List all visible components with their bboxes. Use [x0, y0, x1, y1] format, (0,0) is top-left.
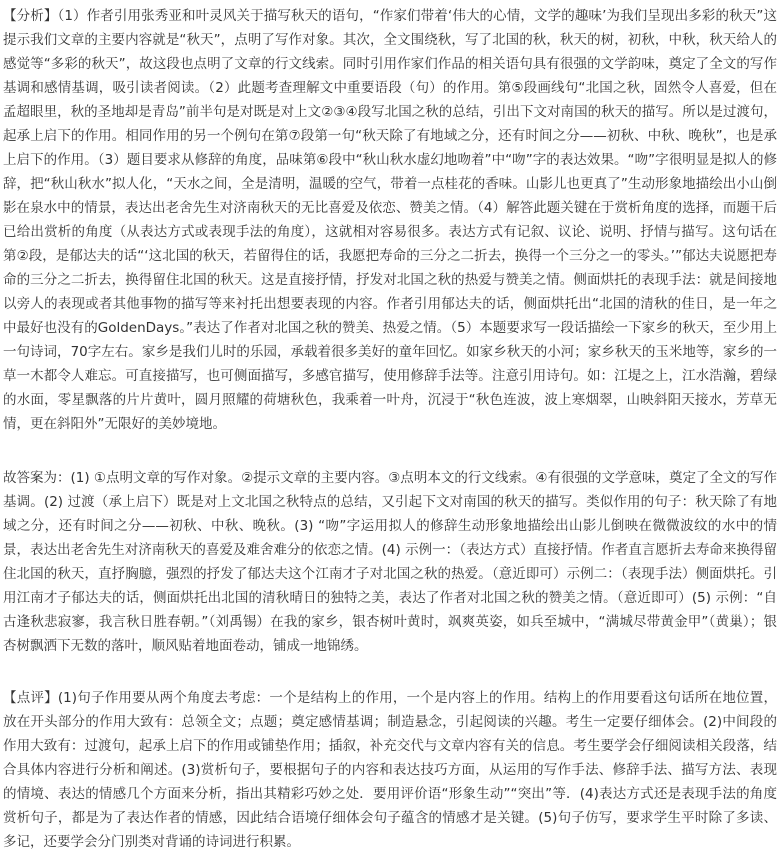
- answer-paragraph: 故答案为：(1) ①点明文章的写作对象。②提示文章的主要内容。③点明本文的行文线索。④有很强的文学意味，奠定了全文的写作基调。(2) 过渡（承上启下）既是对上文北国之秋特点的总结，又引起下文对南国的秋天的描写。类似作用的句子：秋天除了有地域之分，还有时间之分——初秋、中秋、晚秋。(3) “吻”字运用拟人的修辞生动形象地描绘出山影儿倒映在微微波纹的水中的情景，表达出老舍先生对济南秋天的喜爱及难舍难分的依恋之情。(4) 示例一：（表达方式）直接抒情。作者直言愿折去寿命来换得留住北国的秋天，直抒胸臆，强烈的抒发了郁达夫这个江南才子对北国之秋的热爱。（意近即可）示例二：（表现手法）侧面烘托。引用江南才子郁达夫的话，侧面烘托出北国的清秋晴日的独特之美，表达了作者对北国之秋的赞美之情。（意近即可）(5) 示例：“自古逢秋悲寂寥，我言秋日胜春朝。”（刘禹锡）在我的家乡，银杏树叶黄时，飒爽英姿，如兵至城中，“满城尽带黄金甲”（黄巢）；银杏树飘洒下无数的落叶，顺风贴着地面卷动，铺成一地锦绣。: [3, 470, 778, 654]
- comment-paragraph: 【点评】(1)句子作用要从两个角度去考虑：一个是结构上的作用，一个是内容上的作用。结构上的作用要看这句话所在地位置，放在开头部分的作用大致有：总领全文；点题；奠定感情基调；制造悬念，引起阅读的兴趣。考生一定要仔细体会。(2)中间段的作用大致有：过渡句，起承上启下的作用或铺垫作用；插叙，补充交代与文章内容有关的信息。考生要学会仔细阅读相关段落，结合具体内容进行分析和阐述。(3)赏析句子，要根据句子的内容和表达技巧方面，从运用的写作手法、修辞手法、描写方法、表现的情境、表达的情感几个方面来分析，指出其精彩巧妙之处．要用评价语“形象生动”“突出”等．(4)表达方式还是表现手法的角度赏析句子，都是为了表达作者的情感，因此结合语境仔细体会句子蕴含的情感才是关键。(5)句子仿写，要求学生平时除了多读、多记，还要学会分门别类对背诵的诗词进行积累。: [3, 690, 777, 850]
- analysis-paragraph: 【分析】（1）作者引用张秀亚和叶灵风关于描写秋天的语句，“作家们带着‘伟大的心情，文学的趣味’为我们呈现出多彩的秋天”这提示我们文章的主要内容就是“秋天”，点明了写作对象。其次，全文围绕秋，写了北国的秋，秋天的树，初秋，中秋，秋天给人的感觉等“多彩的秋天”，故这段也点明了文章的行文线索。同时引用作家们作品的相关语句具有很强的文学韵味，奠定了全文的写作基调和感情基调，吸引读者阅读。（2）此题考查理解文中重要语段（句）的作用。第⑤段画线句“北国之秋，固然令人喜爱，但在孟超眼里，秋的圣地却是青岛”前半句是对既是对上文②③④段写北国之秋的总结，引出下文对南国的秋天的描写。所以是过渡句，起承上启下的作用。相同作用的另一个例句在第⑦段第一句“秋天除了有地域之分，还有时间之分——初秋、中秋、晚秋”，也是承上启下的作用。（3）题目要求从修辞的角度，品味第⑥段中“秋山秋水虚幻地吻着”中“吻”字的表达效果。“吻”字很明显是拟人的修辞，把“秋山秋水”拟人化，“天水之间，全是清明，温暖的空气，带着一点桂花的香味。山影儿也更真了”生动形象地描绘出小山倒影在泉水中的情景，表达出老舍先生对济南秋天的无比喜爱及依恋、赞美之情。（4）解答此题关键在于赏析角度的选择，而题干后已给出赏析的角度（从表达方式或表现手法的角度），这就相对容易很多。表达方式有记叙、议论、说明、抒情与描写。这句话在第②段，是郁达夫的话“‘这北国的秋天，若留得住的话，我愿把寿命的三分之二折去，换得一个三分之一的零头。’”郁达夫说愿把寿命的三分之二折去，换得留住北国的秋天。这是直接抒情，抒发对北国之秋的热爱与赞美之情。侧面烘托的表现手法：就是间接地以旁人的表现或者其他事物的描写等来衬托出想要表现的内容。作者引用郁达夫的话，侧面烘托出“北国的清秋的佳日，是一年之中最好也没有的GoldenDays。”表达了作者对北国之秋的赞美、热爱之情。（5）本题要求写一段话描绘一下家乡的秋天，至少用上一句诗词，70字左右。家乡是我们儿时的乐园，承载着很多美好的童年回忆。如家乡秋天的小河；家乡秋天的玉米地等，家乡的一草一木都令人难忘。可直接描写，也可侧面描写，多感官描写，使用修辞手法等。注意引用诗句。如：江堤之上，江水浩瀚，碧绿的水面，零星飘落的片片黄叶，圆月照耀的荷塘秋色，我乘着一叶舟，沉浸于“秋色连波，波上寒烟翠，山映斜阳天接水，芳草无情，更在斜阳外”无限好的美妙境地。: [3, 8, 777, 432]
